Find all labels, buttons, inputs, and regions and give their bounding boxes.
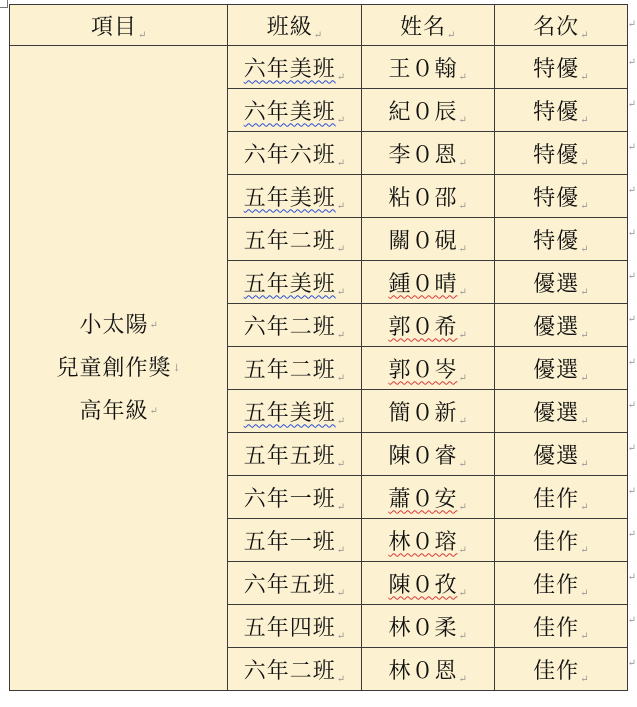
class-cell-text: 六年二班: [243, 314, 336, 340]
class-cell-text: 五年四班: [243, 615, 336, 641]
class-cell: [228, 132, 361, 175]
cell-end-mark-icon: ↵: [458, 630, 467, 642]
cell-end-mark-icon: ↵: [336, 372, 346, 384]
name-cell-text: 蕭０安: [388, 486, 458, 512]
rank-cell-text: 優選: [533, 357, 580, 383]
class-cell: [228, 89, 361, 132]
rank-cell: [494, 390, 627, 433]
cell-end-mark-icon: ↵: [336, 630, 346, 642]
class-cell-text: 六年美班: [243, 99, 336, 125]
header-row: [10, 5, 628, 46]
rank-cell-text: 佳作: [533, 572, 580, 598]
rank-cell-text: 佳作: [533, 529, 580, 555]
rank-cell: [494, 304, 627, 347]
award-table: [9, 4, 628, 691]
cell-end-mark-icon: ↵: [313, 29, 323, 41]
cell-end-mark-icon: ↵: [580, 286, 589, 298]
class-cell: [228, 605, 361, 648]
class-cell-text: 五年二班: [243, 228, 336, 254]
row-end-mark-icon: ↵: [627, 572, 636, 583]
cell-end-mark-icon: ↵: [458, 372, 467, 384]
cell-end-mark-icon: ↵: [458, 286, 467, 298]
name-cell: [361, 347, 494, 390]
class-cell-text: 五年美班: [243, 271, 336, 297]
cell-end-mark-icon: ↵: [458, 673, 467, 685]
name-cell: [361, 562, 494, 605]
rank-cell-text: 特優: [533, 56, 580, 82]
cell-end-mark-icon: ↵: [458, 71, 467, 83]
name-cell: [361, 218, 494, 261]
name-cell-text: 王０翰: [388, 56, 458, 82]
rank-cell: [494, 562, 627, 605]
class-cell-text: 六年美班: [243, 56, 336, 82]
row-end-mark-icon: ↵: [627, 271, 636, 282]
category-line: [10, 304, 227, 347]
rank-cell: [494, 261, 627, 304]
header-name: 姓名↵: [361, 5, 494, 46]
cell-end-mark-icon: ↵: [580, 673, 589, 685]
cell-end-mark-icon: ↵: [458, 329, 467, 341]
header-class: 班級↵: [228, 5, 361, 46]
cell-end-mark-icon: ↵: [336, 501, 346, 513]
cell-end-mark-icon: ↵: [458, 243, 467, 255]
cell-end-mark-icon: ↵: [458, 157, 467, 169]
rank-cell: [494, 605, 627, 648]
class-cell: [228, 46, 361, 89]
class-cell: [228, 433, 361, 476]
name-cell: [361, 390, 494, 433]
rank-cell: [494, 347, 627, 390]
class-cell-text: 五年五班: [243, 443, 336, 469]
cell-end-mark-icon: ↵: [336, 587, 346, 599]
cell-end-mark-icon: ↵: [336, 544, 346, 556]
cell-end-mark-icon: ↵: [580, 544, 589, 556]
cell-end-mark-icon: ↵: [580, 458, 589, 470]
cell-end-mark-icon: ↵: [336, 458, 346, 470]
category-text: 兒童創作獎: [56, 355, 172, 381]
rank-cell: [494, 519, 627, 562]
cell-end-mark-icon: ↵: [580, 243, 589, 255]
name-cell: [361, 605, 494, 648]
cell-end-mark-icon: ↵: [580, 114, 589, 126]
rank-cell-text: 優選: [533, 314, 580, 340]
category-text: 高年級: [79, 398, 149, 424]
cell-end-mark-icon: ↵: [458, 415, 467, 427]
cell-end-mark-icon: ↵: [580, 71, 589, 83]
cell-end-mark-icon: ↵: [580, 501, 589, 513]
class-cell: [228, 304, 361, 347]
class-cell: [228, 261, 361, 304]
cell-end-mark-icon: ↵: [580, 415, 589, 427]
row-end-mark-icon: ↵: [627, 615, 636, 626]
cell-end-mark-icon: ↵: [458, 501, 467, 513]
rank-cell-text: 特優: [533, 228, 580, 254]
cell-end-mark-icon: ↵: [580, 372, 589, 384]
rank-cell: [494, 648, 627, 691]
name-cell-text: 關０硯: [388, 228, 458, 254]
rank-cell: [494, 476, 627, 519]
name-cell-text: 鍾０晴: [388, 271, 458, 297]
row-end-mark-icon: ↵: [627, 228, 636, 239]
cell-end-mark-icon: ↵: [336, 243, 346, 255]
name-cell: [361, 648, 494, 691]
line-end-mark-icon: ↵: [149, 319, 158, 331]
cell-end-mark-icon: ↵: [458, 458, 467, 470]
class-cell-text: 五年美班: [243, 400, 336, 426]
rank-cell: [494, 89, 627, 132]
class-cell: [228, 347, 361, 390]
name-cell: [361, 46, 494, 89]
row-end-mark-icon: ↵: [627, 19, 636, 30]
row-end-mark-icon: ↵: [627, 314, 636, 325]
name-cell-text: 簡０新: [388, 400, 458, 426]
class-cell: [228, 519, 361, 562]
rank-cell-text: 佳作: [533, 615, 580, 641]
category-line: [10, 347, 227, 390]
cell-end-mark-icon: ↵: [336, 286, 346, 298]
rank-cell: [494, 433, 627, 476]
rank-cell-text: 優選: [533, 271, 580, 297]
rank-cell: [494, 46, 627, 89]
rank-cell-text: 特優: [533, 99, 580, 125]
rank-cell: [494, 218, 627, 261]
cell-end-mark-icon: ↵: [458, 544, 467, 556]
cell-end-mark-icon: ↵: [336, 157, 346, 169]
row-end-mark-icon: ↵: [627, 99, 636, 110]
class-cell-text: 五年一班: [243, 529, 336, 555]
cell-end-mark-icon: ↵: [458, 114, 467, 126]
name-cell: [361, 89, 494, 132]
cell-end-mark-icon: ↵: [580, 329, 589, 341]
name-cell: [361, 175, 494, 218]
rank-cell-text: 優選: [533, 443, 580, 469]
class-cell-text: 六年五班: [243, 572, 336, 598]
table-row: [10, 46, 628, 89]
class-cell: [228, 648, 361, 691]
name-cell: [361, 261, 494, 304]
category-cell: [10, 46, 228, 691]
cell-end-mark-icon: ↵: [446, 29, 456, 41]
class-cell: [228, 175, 361, 218]
category-line: [10, 390, 227, 433]
row-end-mark-icon: ↵: [627, 185, 636, 196]
class-cell: [228, 562, 361, 605]
name-cell-text: 粘０邵: [388, 185, 458, 211]
row-end-mark-icon: ↵: [627, 486, 636, 497]
category-text: 小太陽: [79, 312, 149, 338]
name-cell-text: 林０恩: [388, 658, 458, 684]
cell-end-mark-icon: ↵: [137, 29, 147, 41]
name-cell-text: 林０瑢: [388, 529, 458, 555]
name-cell-text: 紀０辰: [388, 99, 458, 125]
name-cell-text: 李０恩: [388, 142, 458, 168]
line-end-mark-icon: ↵: [149, 405, 158, 417]
cell-end-mark-icon: ↵: [580, 587, 589, 599]
name-cell: [361, 433, 494, 476]
rank-cell-text: 優選: [533, 400, 580, 426]
row-end-mark-icon: ↵: [627, 529, 636, 540]
class-cell: [228, 218, 361, 261]
row-end-mark-icon: ↵: [627, 57, 636, 68]
row-end-mark-icon: ↵: [627, 443, 636, 454]
row-end-mark-icon: ↵: [627, 658, 636, 669]
class-cell-text: 六年六班: [243, 142, 336, 168]
class-cell-text: 五年二班: [243, 357, 336, 383]
header-rank: 名次↵: [494, 5, 627, 46]
row-end-mark-icon: ↵: [627, 142, 636, 153]
class-cell: [228, 476, 361, 519]
class-cell-text: 五年美班: [243, 185, 336, 211]
cell-end-mark-icon: ↵: [336, 114, 346, 126]
cell-end-mark-icon: ↵: [580, 157, 589, 169]
row-end-mark-icon: ↵: [627, 357, 636, 368]
cell-end-mark-icon: ↵: [580, 630, 589, 642]
rank-cell-text: 特優: [533, 185, 580, 211]
right-margin-marks: [628, 0, 636, 707]
class-cell-text: 六年二班: [243, 658, 336, 684]
cell-end-mark-icon: ↵: [336, 71, 346, 83]
rank-cell: [494, 175, 627, 218]
rank-cell-text: 佳作: [533, 658, 580, 684]
name-cell: [361, 476, 494, 519]
line-end-mark-icon: ↓: [172, 362, 181, 374]
cell-end-mark-icon: ↵: [336, 415, 346, 427]
cell-end-mark-icon: ↵: [336, 329, 346, 341]
rank-cell-text: 特優: [533, 142, 580, 168]
name-cell-text: 陳０孜: [388, 572, 458, 598]
name-cell-text: 郭０岑: [388, 357, 458, 383]
name-cell: [361, 304, 494, 347]
rank-cell-text: 佳作: [533, 486, 580, 512]
class-cell: [228, 390, 361, 433]
header-item: 項目↵: [10, 5, 228, 46]
name-cell: [361, 519, 494, 562]
cell-end-mark-icon: ↵: [458, 587, 467, 599]
cell-end-mark-icon: ↵: [336, 200, 346, 212]
name-cell-text: 陳０睿: [388, 443, 458, 469]
name-cell-text: 林０柔: [388, 615, 458, 641]
cell-end-mark-icon: ↵: [458, 200, 467, 212]
page-corner-mark: [0, 0, 8, 8]
name-cell: [361, 132, 494, 175]
name-cell-text: 郭０希: [388, 314, 458, 340]
row-end-mark-icon: ↵: [627, 400, 636, 411]
class-cell-text: 六年一班: [243, 486, 336, 512]
cell-end-mark-icon: ↵: [580, 200, 589, 212]
rank-cell: [494, 132, 627, 175]
cell-end-mark-icon: ↵: [580, 29, 589, 41]
cell-end-mark-icon: ↵: [336, 673, 346, 685]
